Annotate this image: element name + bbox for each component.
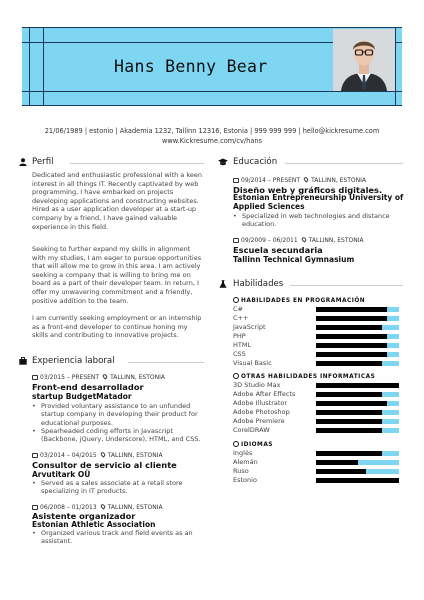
skill-level-fill xyxy=(316,428,382,433)
skill-label: C++ xyxy=(233,314,249,322)
profile-photo xyxy=(333,29,395,91)
job-3-bullet-1: • Organized various track and field events as an assistant. xyxy=(32,529,205,546)
skill-level-fill xyxy=(316,352,387,357)
education-2-meta: 09/2009 – 06/2011 TALLINN, ESTONIA xyxy=(233,237,364,244)
full-name: Hans Benny Bear xyxy=(114,57,268,76)
skill-label: Adobe Illustrator xyxy=(233,399,288,407)
skill-level-fill xyxy=(316,401,387,406)
website-link[interactable]: www.Kickresume.com/cv/hans xyxy=(162,137,262,145)
calendar-icon xyxy=(32,453,38,458)
flask-icon xyxy=(219,280,227,288)
skill-level-bar xyxy=(316,316,399,321)
location-pin-icon xyxy=(99,451,105,457)
skill-level-bar xyxy=(316,361,399,366)
info-circle-icon xyxy=(233,373,239,379)
skill-level-fill xyxy=(316,478,399,483)
skill-group-heading-text: OTRAS HABILIDADES INFORMATICAS xyxy=(241,374,376,380)
skill-group-heading xyxy=(233,441,273,448)
skill-label: CSS xyxy=(233,350,246,358)
location-pin-icon xyxy=(102,373,108,379)
skill-level-bar xyxy=(316,325,399,330)
skill-level-bar xyxy=(316,392,399,397)
graduation-cap-icon xyxy=(218,158,228,166)
skill-label: Alemán xyxy=(233,458,258,466)
skill-level-fill xyxy=(316,316,387,321)
skill-level-bar xyxy=(316,334,399,339)
skill-level-fill xyxy=(316,325,382,330)
skill-level-fill xyxy=(316,392,382,397)
skills-divider xyxy=(290,285,403,286)
skill-level-bar xyxy=(316,401,399,406)
location-pin-icon xyxy=(99,503,105,509)
skill-label: C# xyxy=(233,305,243,313)
profile-paragraph-3: I am currently seeking employment or an internship as a front-end developer to continue honing my skills and contributing to innovative projects. xyxy=(32,314,202,340)
education-2-title: Escuela secundaria xyxy=(233,245,323,255)
experience-heading: Experiencia laboral xyxy=(32,356,115,366)
education-2-school: Tallinn Technical Gymnasium xyxy=(233,255,355,264)
job-2-meta: 03/2014 – 04/2015 TALLINN, ESTONIA xyxy=(32,452,163,459)
skill-label: Adobe Premiere xyxy=(233,417,285,425)
skill-label: Estonio xyxy=(233,476,257,484)
skill-level-bar xyxy=(316,451,399,456)
skill-label: Ruso xyxy=(233,467,249,475)
job-1-meta: 03/2015 – PRESENT TALLINN, ESTONIA xyxy=(32,374,165,381)
skill-group-heading-text: HABILIDADES EN PROGRAMACIÓN xyxy=(241,298,366,304)
skill-level-fill xyxy=(316,343,387,348)
skill-level-fill xyxy=(316,307,387,312)
header-vline-1 xyxy=(29,27,30,106)
skill-level-bar xyxy=(316,352,399,357)
contact-line: 21/06/1989 | estonio | Akademia 1232, Tallinn 12316, Estonia | 999 999 999 | hello@kickresume.com xyxy=(44,127,380,135)
skill-level-fill xyxy=(316,469,366,474)
location-pin-icon xyxy=(303,176,309,182)
skill-level-fill xyxy=(316,419,382,424)
skill-level-fill xyxy=(316,334,387,339)
calendar-icon xyxy=(32,375,38,380)
profile-divider xyxy=(70,163,204,164)
briefcase-icon xyxy=(19,357,27,365)
skill-level-fill xyxy=(316,460,358,465)
skill-group-heading xyxy=(233,373,375,380)
skill-level-bar xyxy=(316,478,399,483)
education-1-title: Diseño web y gráficos digitales. xyxy=(233,185,383,195)
job-1-title: Front-end desarrollador xyxy=(32,382,144,392)
info-circle-icon xyxy=(233,297,239,303)
skill-level-bar xyxy=(316,428,399,433)
skill-level-bar xyxy=(316,307,399,312)
skill-level-bar xyxy=(316,419,399,424)
header-bottom-line xyxy=(22,105,402,106)
skill-level-bar xyxy=(316,469,399,474)
education-divider xyxy=(285,163,403,164)
job-3-title: Asistente organizador xyxy=(32,511,136,521)
education-1-meta: 09/2014 – PRESENT TALLINN, ESTONIA xyxy=(233,177,366,184)
experience-divider xyxy=(128,362,204,363)
education-1-school: Estonian Entrepreneurship University of Applied Sciences xyxy=(233,193,404,211)
job-2-bullet-1: • Served as a sales associate at a retail store specializing in IT products. xyxy=(32,479,205,496)
skill-group-heading xyxy=(233,297,365,304)
skill-level-bar xyxy=(316,460,399,465)
job-3-meta: 06/2008 – 01/2013 TALLINN, ESTONIA xyxy=(32,504,163,511)
skill-label: Inglés xyxy=(233,449,253,457)
header-inner-line-bottom xyxy=(22,91,402,92)
calendar-icon xyxy=(32,505,38,510)
job-3-company: Estonian Athletic Association xyxy=(32,520,156,529)
education-1-bullet-1: • Specialized in web technologies and distance education. xyxy=(233,212,404,229)
job-1-company: startup BudgetMatador xyxy=(32,392,132,401)
skills-heading: Habilidades xyxy=(233,279,284,289)
profile-heading: Perfil xyxy=(32,157,54,167)
skill-level-bar xyxy=(316,343,399,348)
skill-label: Visual Basic xyxy=(233,359,272,367)
job-1-bullet-1: • Provided voluntary assistance to an unfunded startup company in developing their product for educational purposes. xyxy=(32,402,205,427)
skill-label: Adobe After Effects xyxy=(233,390,296,398)
job-1-bullet-2: • Spearheaded coding efforts in Javascript (Backbone, jQuery, Underscore), HTML, and CSS. xyxy=(32,427,205,444)
skill-level-fill xyxy=(316,361,382,366)
skill-level-bar xyxy=(316,410,399,415)
skill-label: PHP xyxy=(233,332,246,340)
skill-label: HTML xyxy=(233,341,252,349)
header-vline-3 xyxy=(395,27,396,106)
skill-label: JavaScript xyxy=(233,323,266,331)
header-vline-2 xyxy=(43,27,44,106)
skill-label: Adobe Photoshop xyxy=(233,408,290,416)
skill-level-fill xyxy=(316,410,382,415)
skill-level-fill xyxy=(316,383,399,388)
calendar-icon xyxy=(233,238,239,243)
education-heading: Educación xyxy=(233,157,278,167)
skill-level-bar xyxy=(316,383,399,388)
location-pin-icon xyxy=(300,236,306,242)
skill-level-fill xyxy=(316,451,382,456)
header-top-line xyxy=(22,27,402,28)
info-circle-icon xyxy=(233,441,239,447)
job-2-company: Arvutitark OÜ xyxy=(32,470,91,479)
profile-paragraph-1: Dedicated and enthusiastic professional with a keen interest in all things IT. Recently captivated by web programming, I have embarked on projects developing applications and constructing websites. Hired as a user application developer at a start-up company by a friend, I have gained valuable experience in this field. xyxy=(32,171,202,231)
skill-label: 3D Studio Max xyxy=(233,381,281,389)
skill-group-heading-text: IDIOMAS xyxy=(241,442,273,448)
skill-label: CorelDRAW xyxy=(233,426,270,434)
job-2-title: Consultor de servicio al cliente xyxy=(32,460,177,470)
profile-paragraph-2: Seeking to further expand my skills in alignment with my studies, I am eager to pursue opportunities that will allow me to grow in this area. I am actively seeking a company that is willing to bring me on board as a part of their developer team. In return, I offer my unwavering commitment and a friendly, positive addition to the team. xyxy=(32,245,202,305)
person-icon xyxy=(19,158,27,166)
calendar-icon xyxy=(233,178,239,183)
